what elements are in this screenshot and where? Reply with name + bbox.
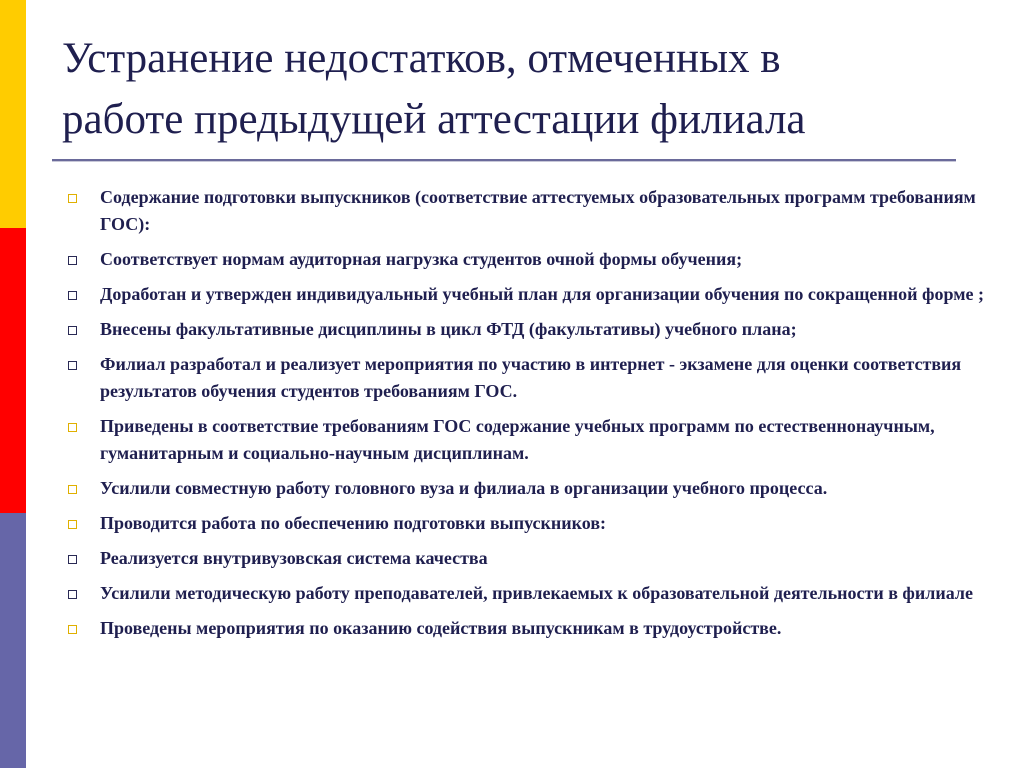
square-bullet-icon — [68, 326, 77, 335]
square-bullet-icon — [68, 520, 77, 529]
list-item — [68, 351, 993, 405]
bullet-list — [68, 184, 993, 650]
list-item — [68, 615, 993, 642]
list-item — [68, 316, 993, 343]
sidebar-purple-segment — [0, 513, 26, 768]
list-item-text: Филиал разработал и реализует мероприятия по участию в интернет - экзамене для оценки соответствия результатов обучения студентов требованиям ГОС. — [100, 354, 962, 401]
list-item — [68, 580, 993, 607]
list-item — [68, 475, 993, 502]
list-item — [68, 510, 993, 537]
square-bullet-icon — [68, 590, 77, 599]
list-item-text: Реализуется внутривузовская система качества — [100, 548, 488, 568]
list-item — [68, 184, 993, 238]
list-item-text: Проводится работа по обеспечению подготовки выпускников: — [100, 513, 607, 533]
list-item-text: Внесены факультативные дисциплины в цикл ФТД (факультативы) учебного плана; — [100, 319, 797, 339]
square-bullet-icon — [68, 625, 77, 634]
list-item-text: Соответствует нормам аудиторная нагрузка студентов очной формы обучения; — [100, 249, 743, 269]
title-underline-shadow — [52, 161, 956, 162]
square-bullet-icon — [68, 555, 77, 564]
list-item-text: Проведены мероприятия по оказанию содействия выпускникам в трудоустройстве. — [100, 618, 782, 638]
list-item-text: Содержание подготовки выпускников (соответствие аттестуемых образовательных программ требованиям ГОС): — [100, 187, 976, 234]
square-bullet-icon — [68, 361, 77, 370]
sidebar-yellow-segment — [0, 0, 26, 228]
list-item-text: Доработан и утвержден индивидуальный учебный план для организации обучения по сокращенной форме ; — [100, 284, 984, 304]
slide-title-line-1: Устранение недостатков, отмеченных в — [62, 35, 781, 82]
list-item — [68, 413, 993, 467]
square-bullet-icon — [68, 291, 77, 300]
list-item-text: Усилили методическую работу преподавателей, привлекаемых к образовательной деятельности в филиале — [100, 583, 973, 603]
list-item — [68, 545, 993, 572]
list-item — [68, 281, 993, 308]
slide-title — [62, 28, 982, 150]
square-bullet-icon — [68, 194, 77, 203]
sidebar-red-segment — [0, 228, 26, 513]
sidebar-color-bar — [0, 0, 26, 768]
square-bullet-icon — [68, 485, 77, 494]
list-item-text: Приведены в соответствие требованиям ГОС содержание учебных программ по естественнонаучным, гуманитарным и социально-научным дисциплинам. — [100, 416, 935, 463]
square-bullet-icon — [68, 423, 77, 432]
list-item — [68, 246, 993, 273]
square-bullet-icon — [68, 256, 77, 265]
list-item-text: Усилили совместную работу головного вуза и филиала в организации учебного процесса. — [100, 478, 828, 498]
slide-title-line-2: работе предыдущей аттестации филиала — [62, 96, 806, 143]
